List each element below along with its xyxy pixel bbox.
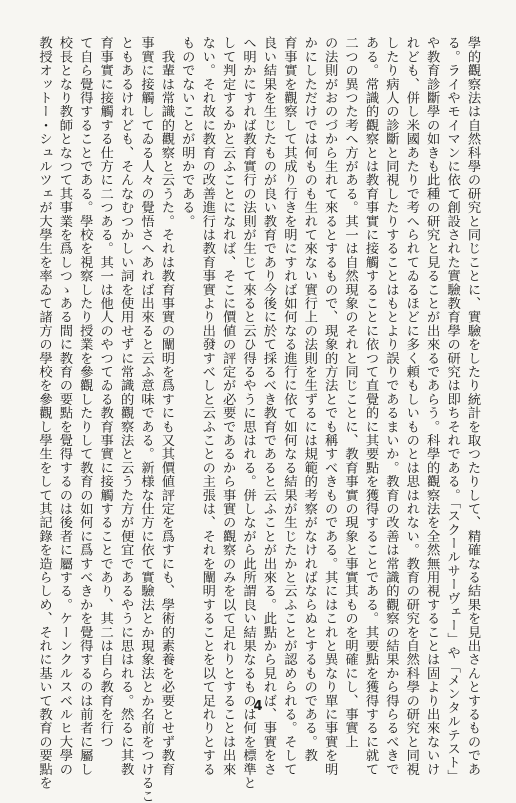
text-column: かにしただけでは何ものも生れて來ない實行上の法則を生ずるには規範的考察がなければならぬとするものである。教: [301, 36, 317, 763]
page-number: 4: [253, 699, 263, 714]
text-column: 二つの異つた考へ方がある。其一は自然現象のそれと同じことに、教育事實の現象と事實其ものを明確にし、事實上: [342, 36, 358, 749]
text-column: して判定するかと云ふことになれば、そこに價値の評定が必要であるから事實の觀察のみを以て足れりとすることは出來: [220, 36, 236, 776]
text-column: の法則がおのづから生れて來るとするもので、現象的方法とでも稱すべきものである。其にはこれと異なり單に事實を明: [322, 36, 338, 776]
text-column: て自ら覺得することである。學校を視察したり授業を參觀したりして教育の如何に爲すべきかを覺得するのは前者に屬し: [77, 36, 93, 776]
text-column: る。ライやモイマンに依て創設された實驗教育學の研究は即ちそれである。「スクールサーヴェー」や「メンタルテスト」: [444, 36, 460, 783]
text-column: や教育診斷學の如きも此種の研究と見ることが出來るであらう。科學的觀察法を全然無用視することは固より出來ないけ: [424, 36, 440, 776]
text-column: 校長となり教師となつて其事業を爲しつゝある間に教育の要點を覺得するのは後者に屬する。ケーンクルスベルヒ大學の: [56, 36, 72, 776]
text-column: 育事實に接觸する仕方に二つある。其一は他人のやつてゐる教育事實に接觸することであり、其二は自ら教育を行つ: [97, 36, 113, 749]
text-column: したり病人の診斷と同視したりすることはもとより誤りであるまいか。教育の改善は常識的觀察の結果から得らるべきで: [383, 36, 399, 776]
text-column: れども、併し米國あたりで考へられてゐるほどに多く頼もしいものとは思はれない。教育の研究を自然科學の研究と同視: [403, 36, 419, 776]
text-column: 學的觀察法は自然科學の研究と同じことに、實驗をしたり統計を取つたりして、精確なる結果を見出さんとするものであ: [465, 36, 480, 776]
vertical-body-text: [36, 36, 482, 803]
text-column: 事實に接觸してゐる人々の覺悟さへあれば出來ると云ふ意味である。新様な仕方に依て實驗法とか現象法とか名前をつけるこ: [138, 36, 154, 803]
text-column: へ明かにすれば教育實行の法則が生じて來ると云ひ得るやうに思はれる。併しながら此所謂良い結果なるものは何を標準と: [240, 36, 256, 790]
text-column: 我輩は常識的觀察と云うた。それは教育事實の闡明を爲すにも又其價値評定を爲すにも、學術的素養を必要とせず教育: [158, 36, 174, 776]
text-column: ある。常識的觀察とは教育事實に接觸することに依つて直覺的に其要點を獲得することである。其要點を獲得するに就て: [362, 36, 378, 776]
text-column: ない。それ故に教育の改善進行は教育事實より出發すべしと云ふことの主張は、それを闡明することを以て足れりとする: [199, 36, 215, 776]
text-column: ものでないことが明かである。: [179, 36, 195, 228]
text-column: ともあるけれども、そんなむつかしい詞を使用せずに常識的觀察法と云うた方が便宜であるやうに思はれる。然るに其教: [118, 36, 134, 776]
text-column: 良い結果を生じたものが良い教育であり今後に於て採るべき教育であると云ふことが出來る。此點から見れば、事實をさ: [260, 36, 276, 776]
text-column: 育事實を觀察して其成り行きを明にすれば如何なる進行に依て如何なる結果が生じたかと云ふことが認められる。そして: [281, 36, 297, 776]
text-column: 教授オットー・シュルツェが大學生を率ゐて諸方の學校を參觀し學生をして其記錄を造らしめ、それに基いて教育の要點を: [36, 36, 52, 790]
